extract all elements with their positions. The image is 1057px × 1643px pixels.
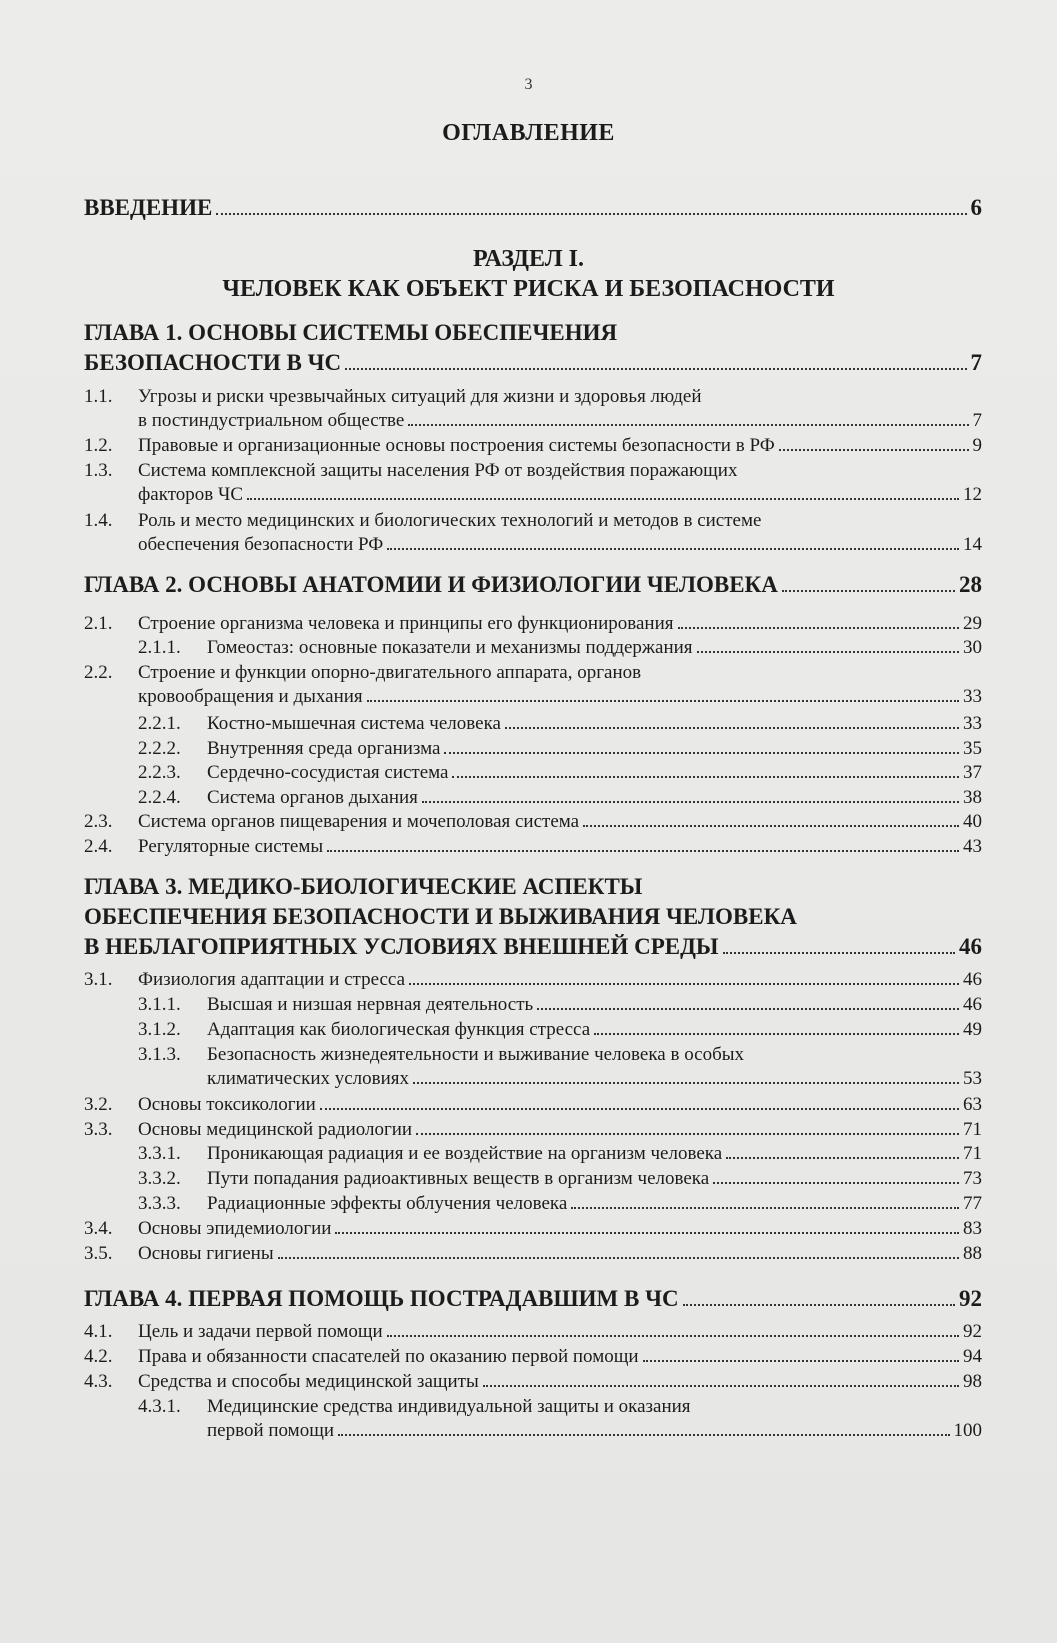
toc-entry-2-3[interactable]: 2.3. Система органов пищеварения и мочеполовая система 40	[84, 811, 982, 832]
toc-entry-3-3-2[interactable]: 3.3.2. Пути попадания радиоактивных веществ в организм человека 73	[138, 1168, 982, 1189]
toc-entry-3-5[interactable]: 3.5. Основы гигиены 88	[84, 1243, 982, 1264]
toc-entry-3-3[interactable]: 3.3. Основы медицинской радиологии 71	[84, 1119, 982, 1140]
toc-entry-3-1-2[interactable]: 3.1.2. Адаптация как биологическая функция стресса 49	[138, 1019, 982, 1040]
toc-title: ОГЛАВЛЕНИЕ	[442, 120, 615, 146]
toc-chapter-2[interactable]: ГЛАВА 2. ОСНОВЫ АНАТОМИИ И ФИЗИОЛОГИИ ЧЕЛОВЕКА 28	[84, 572, 982, 597]
toc-entry-2-2-2[interactable]: 2.2.2. Внутренняя среда организма 35	[138, 738, 982, 759]
toc-chapter-1[interactable]: ГЛАВА 1. ОСНОВЫ СИСТЕМЫ ОБЕСПЕЧЕНИЯ БЕЗОПАСНОСТИ В ЧС 7	[84, 320, 982, 375]
toc-entry-2-2-3[interactable]: 2.2.3. Сердечно-сосудистая система 37	[138, 762, 982, 783]
toc-chapter-3[interactable]: ГЛАВА 3. МЕДИКО-БИОЛОГИЧЕСКИЕ АСПЕКТЫ ОБЕСПЕЧЕНИЯ БЕЗОПАСНОСТИ И ВЫЖИВАНИЯ ЧЕЛОВЕКА В НЕБЛАГОПРИЯТНЫХ УСЛОВИЯХ ВНЕШНЕЙ СРЕДЫ 46	[84, 874, 982, 959]
toc-entry-1-2[interactable]: 1.2. Правовые и организационные основы построения системы безопасности в РФ 9	[84, 435, 982, 456]
page-number: 3	[524, 76, 533, 93]
toc-entry-4-3[interactable]: 4.3. Средства и способы медицинской защиты 98	[84, 1371, 982, 1392]
section-heading: РАЗДЕЛ I.	[473, 246, 584, 272]
toc-entry-3-3-1[interactable]: 3.3.1. Проникающая радиация и ее воздействие на организм человека 71	[138, 1143, 982, 1164]
toc-entry-3-1[interactable]: 3.1. Физиология адаптации и стресса 46	[84, 969, 982, 990]
toc-entry-2-2[interactable]: 2.2. Строение и функции опорно-двигательного аппарата, органов кровообращения и дыхания 33	[84, 662, 982, 707]
toc-entry-2-1-1[interactable]: 2.1.1. Гомеостаз: основные показатели и механизмы поддержания 30	[138, 637, 982, 658]
toc-entry-3-3-3[interactable]: 3.3.3. Радиационные эффекты облучения человека 77	[138, 1193, 982, 1214]
toc-entry-2-2-1[interactable]: 2.2.1. Костно-мышечная система человека 33	[138, 713, 982, 734]
toc-entry-intro[interactable]: ВВЕДЕНИЕ 6	[84, 195, 982, 220]
toc-entry-4-1[interactable]: 4.1. Цель и задачи первой помощи 92	[84, 1321, 982, 1342]
toc-entry-4-3-1[interactable]: 4.3.1. Медицинские средства индивидуальной защиты и оказания первой помощи 100	[138, 1396, 982, 1441]
toc-entry-1-4[interactable]: 1.4. Роль и место медицинских и биологических технологий и методов в системе обеспечения безопасности РФ 14	[84, 510, 982, 555]
toc-entry-2-4[interactable]: 2.4. Регуляторные системы 43	[84, 836, 982, 857]
toc-entry-1-3[interactable]: 1.3. Система комплексной защиты населения РФ от воздействия поражающих факторов ЧС 12	[84, 460, 982, 505]
toc-entry-2-1[interactable]: 2.1. Строение организма человека и принципы его функционирования 29	[84, 613, 982, 634]
toc-entry-2-2-4[interactable]: 2.2.4. Система органов дыхания 38	[138, 787, 982, 808]
section-subheading: ЧЕЛОВЕК КАК ОБЪЕКТ РИСКА И БЕЗОПАСНОСТИ	[222, 276, 835, 302]
toc-entry-3-1-1[interactable]: 3.1.1. Высшая и низшая нервная деятельность 46	[138, 994, 982, 1015]
toc-entry-3-2[interactable]: 3.2. Основы токсикологии 63	[84, 1094, 982, 1115]
toc-entry-1-1[interactable]: 1.1. Угрозы и риски чрезвычайных ситуаций для жизни и здоровья людей в постиндустриальном обществе 7	[84, 386, 982, 431]
toc-entry-4-2[interactable]: 4.2. Права и обязанности спасателей по оказанию первой помощи 94	[84, 1346, 982, 1367]
toc-chapter-4[interactable]: ГЛАВА 4. ПЕРВАЯ ПОМОЩЬ ПОСТРАДАВШИМ В ЧС 92	[84, 1286, 982, 1311]
toc-entry-3-4[interactable]: 3.4. Основы эпидемиологии 83	[84, 1218, 982, 1239]
toc-entry-3-1-3[interactable]: 3.1.3. Безопасность жизнедеятельности и выживание человека в особых климатических условиях 53	[138, 1044, 982, 1089]
